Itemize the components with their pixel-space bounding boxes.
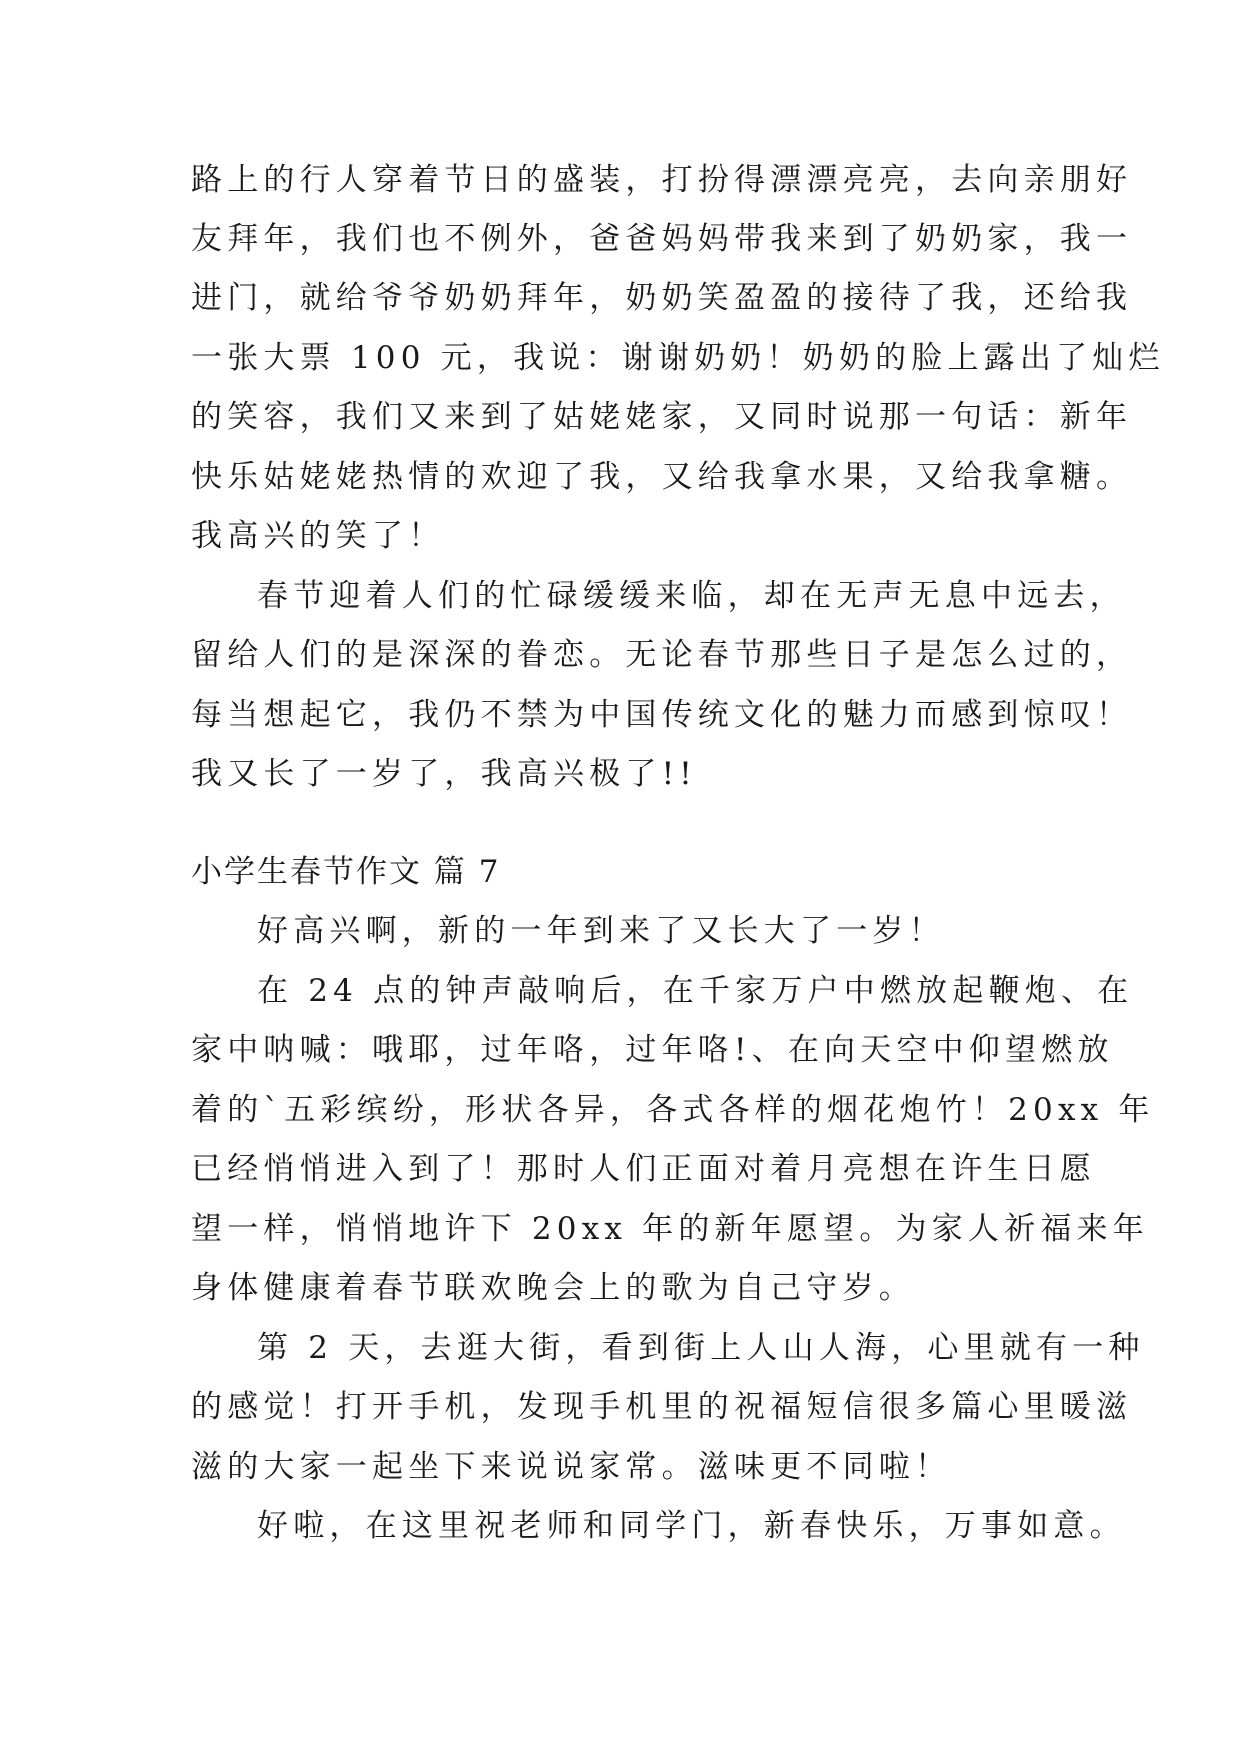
text-line: 我高兴的笑了！ <box>191 518 445 554</box>
text-line: 快乐姑姥姥热情的欢迎了我，又给我拿水果，又给我拿糖。 <box>191 459 1133 495</box>
text-line: 身体健康着春节联欢晚会上的歌为自己守岁。 <box>191 1270 915 1306</box>
text-line: 我又长了一岁了，我高兴极了!! <box>191 756 697 792</box>
text-line: 的感觉！打开手机，发现手机里的祝福短信很多篇心里暖滋 <box>191 1389 1133 1425</box>
section-heading: 小学生春节作文 篇 7 <box>191 854 501 890</box>
text-line: 留给人们的是深深的眷恋。无论春节那些日子是怎么过的， <box>191 637 1133 673</box>
text-line: 每当想起它，我仍不禁为中国传统文化的魅力而感到惊叹！ <box>191 697 1133 733</box>
text-line: 一张大票 100 元，我说：谢谢奶奶！奶奶的脸上露出了灿烂 <box>191 340 1165 376</box>
text-line: 第 2 天，去逛大街，看到街上人山人海，心里就有一种 <box>257 1330 1145 1366</box>
text-line: 已经悄悄进入到了！那时人们正面对着月亮想在许生日愿 <box>191 1151 1096 1187</box>
text-line: 家中呐喊：哦耶，过年咯，过年咯!、在向天空中仰望燃放 <box>191 1032 1114 1068</box>
text-line: 春节迎着人们的忙碌缓缓来临，却在无声无息中远去， <box>257 578 1126 614</box>
text-line: 望一样，悄悄地许下 20xx 年的新年愿望。为家人祈福来年 <box>191 1211 1149 1247</box>
text-line: 进门，就给爷爷奶奶拜年，奶奶笑盈盈的接待了我，还给我 <box>191 280 1133 316</box>
text-line: 好高兴啊，新的一年到来了又长大了一岁！ <box>257 913 945 949</box>
text-line: 好啦，在这里祝老师和同学门，新春快乐，万事如意。 <box>257 1508 1126 1544</box>
text-line: 的笑容，我们又来到了姑姥姥家，又同时说那一句话：新年 <box>191 399 1133 435</box>
text-line: 路上的行人穿着节日的盛装，打扮得漂漂亮亮，去向亲朋好 <box>191 162 1133 198</box>
text-line: 着的`五彩缤纷，形状各异，各式各样的烟花炮竹！20xx 年 <box>191 1092 1155 1128</box>
text-line: 滋的大家一起坐下来说说家常。滋味更不同啦！ <box>191 1449 952 1485</box>
text-line: 在 24 点的钟声敲响后，在千家万户中燃放起鞭炮、在 <box>257 973 1134 1009</box>
text-line: 友拜年，我们也不例外，爸爸妈妈带我来到了奶奶家，我一 <box>191 221 1133 257</box>
